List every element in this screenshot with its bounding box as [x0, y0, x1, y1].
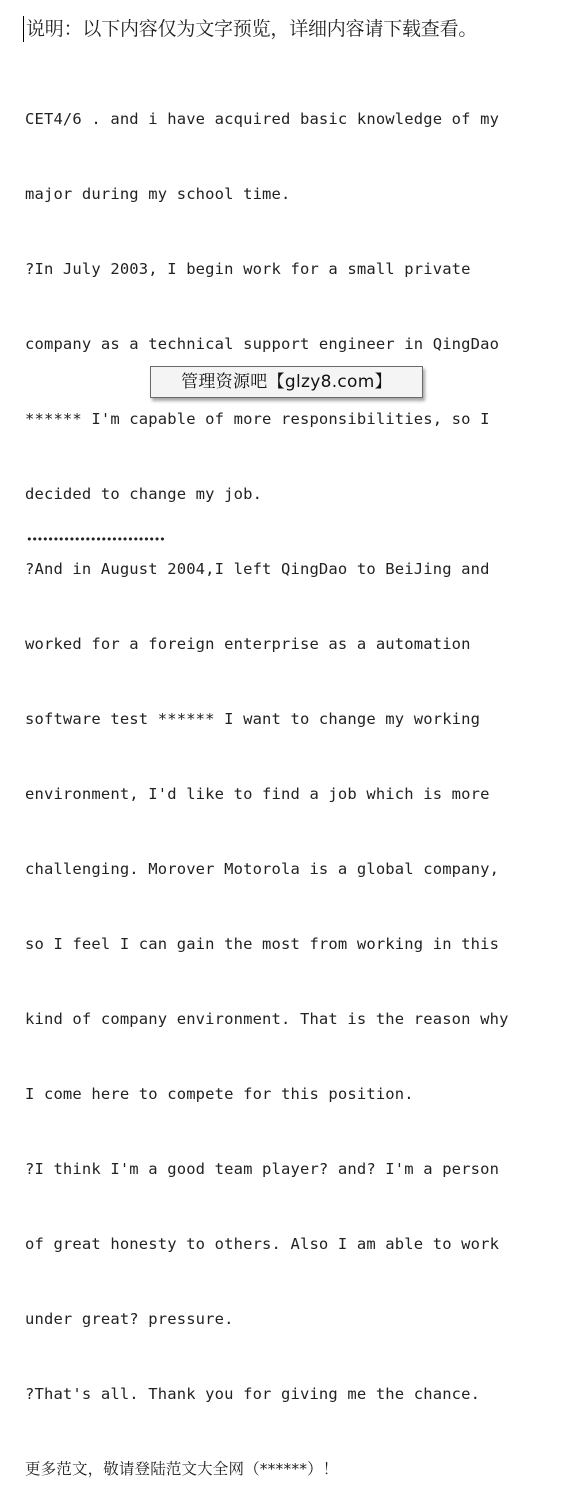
- body-line: decided to change my job.: [25, 485, 263, 503]
- body-line: of great honesty to others. Also I am able to work: [25, 1235, 500, 1253]
- body-line: ?In July 2003, I begin work for a small private: [25, 260, 471, 278]
- text-cursor: [23, 16, 24, 42]
- body-line: CET4/6 . and i have acquired basic knowledge of my: [25, 110, 500, 128]
- footer-promo-line: 更多范文，敬请登陆范文大全网（******）！: [25, 1460, 339, 1478]
- body-line: under great? pressure.: [25, 1310, 234, 1328]
- body-line: ****** I'm capable of more responsibilities, so I: [25, 410, 490, 428]
- body-line: worked for a foreign enterprise as a automation: [25, 635, 471, 653]
- body-line: company as a technical support engineer in QingDao: [25, 335, 500, 353]
- body-line: software test ****** I want to change my working: [25, 710, 481, 728]
- document-body: [25, 57, 565, 1507]
- body-line: major during my school time.: [25, 185, 291, 203]
- body-line: I come here to compete for this position.: [25, 1085, 414, 1103]
- body-line: kind of company environment. That is the reason why: [25, 1010, 509, 1028]
- body-line: so I feel I can gain the most from working in this: [25, 935, 500, 953]
- body-line: ?I think I'm a good team player? and? I'm a person: [25, 1160, 500, 1178]
- site-watermark-banner[interactable]: 管理资源吧【glzy8.com】: [150, 366, 423, 398]
- preview-notice: 说明：以下内容仅为文字预览，详细内容请下载查看。: [26, 18, 478, 40]
- body-line: ?That's all. Thank you for giving me the chance.: [25, 1385, 481, 1403]
- body-line: ?And in August 2004,I left QingDao to BeiJing and: [25, 560, 490, 578]
- dotted-separator: ••••••••••••••••••••••••••: [26, 533, 165, 546]
- body-line: challenging. Morover Motorola is a global company,: [25, 860, 500, 878]
- body-line: environment, I'd like to find a job which is more: [25, 785, 490, 803]
